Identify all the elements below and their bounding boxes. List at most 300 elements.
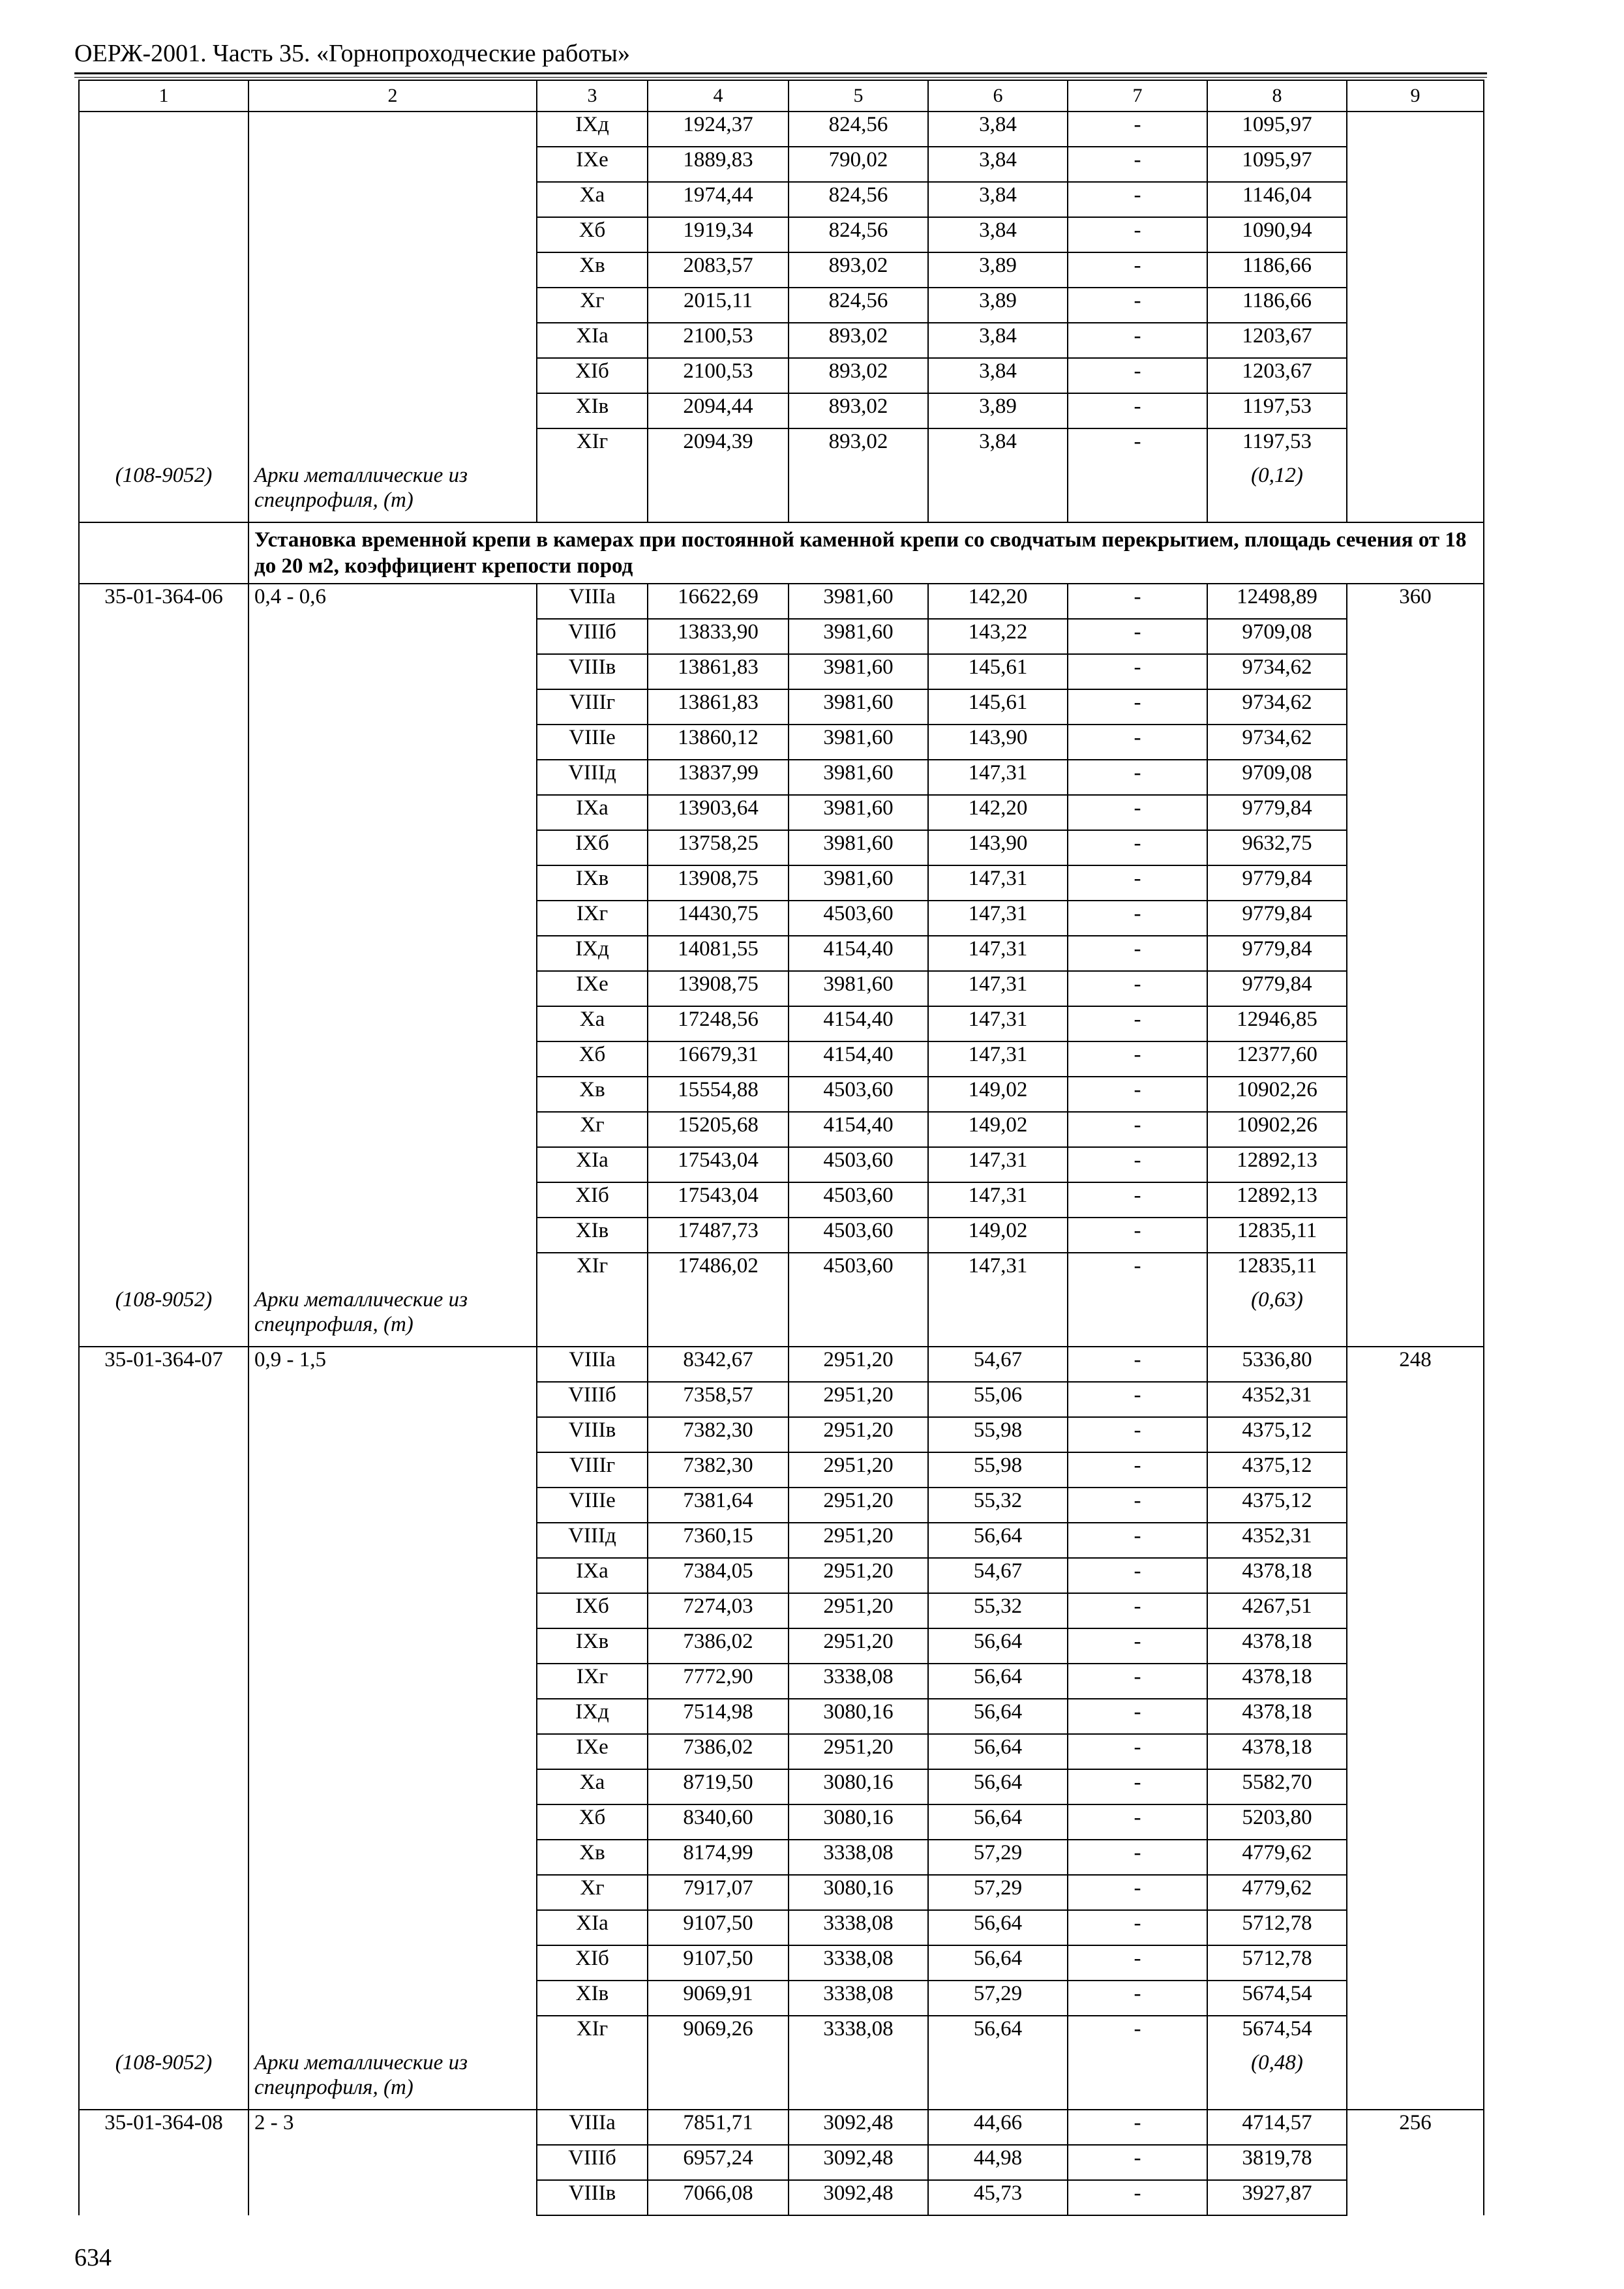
value-cell: 7360,15 — [648, 1523, 789, 1558]
value-cell: 4779,62 — [1207, 1840, 1347, 1875]
value-cell: 3981,60 — [789, 971, 928, 1006]
hardness-cell — [248, 1734, 537, 1769]
value-cell: IXа — [537, 795, 648, 830]
norm-code-cell — [79, 1523, 248, 1558]
cost-cell — [1347, 1945, 1484, 1981]
value-cell: - — [1068, 323, 1207, 358]
value-cell: 12498,89 — [1207, 584, 1347, 619]
value-cell: 1919,34 — [648, 217, 789, 252]
cost-cell: 360 — [1347, 584, 1484, 619]
value-cell: 145,61 — [928, 654, 1068, 689]
value-cell: - — [1068, 865, 1207, 901]
table-row — [79, 1182, 1484, 1218]
norm-code-cell — [79, 725, 248, 760]
value-cell: - — [1068, 1734, 1207, 1769]
resource-empty-cell — [1347, 2050, 1484, 2110]
value-cell: 3981,60 — [789, 619, 928, 654]
value-cell: 1203,67 — [1207, 358, 1347, 393]
table-row — [79, 1804, 1484, 1840]
value-cell: 147,31 — [928, 936, 1068, 971]
resource-empty-cell — [648, 463, 789, 522]
hardness-cell — [248, 971, 537, 1006]
value-cell: Xг — [537, 1875, 648, 1910]
value-cell: - — [1068, 147, 1207, 182]
value-cell: - — [1068, 2145, 1207, 2180]
table-row — [79, 1699, 1484, 1734]
hardness-cell — [248, 1147, 537, 1182]
value-cell: IXд — [537, 112, 648, 147]
norm-code-cell — [79, 1981, 248, 2016]
norm-code-cell — [79, 971, 248, 1006]
table-row — [79, 1006, 1484, 1041]
table-row — [79, 1840, 1484, 1875]
norm-code-cell — [79, 2145, 248, 2180]
resource-value: (0,48) — [1207, 2050, 1347, 2110]
value-cell: 3981,60 — [789, 865, 928, 901]
value-cell: 10902,26 — [1207, 1077, 1347, 1112]
table-row — [79, 1112, 1484, 1147]
table-row — [79, 865, 1484, 901]
value-cell: 1889,83 — [648, 147, 789, 182]
value-cell: 7386,02 — [648, 1734, 789, 1769]
value-cell: 4154,40 — [789, 1112, 928, 1147]
value-cell: 4352,31 — [1207, 1523, 1347, 1558]
value-cell: XIа — [537, 323, 648, 358]
value-cell: 1186,66 — [1207, 252, 1347, 288]
value-cell: 3819,78 — [1207, 2145, 1347, 2180]
value-cell: 12835,11 — [1207, 1253, 1347, 1287]
hardness-cell — [248, 1840, 537, 1875]
resource-code: (108-9052) — [79, 2050, 248, 2110]
norm-code-cell — [79, 1182, 248, 1218]
value-cell: XIб — [537, 1945, 648, 1981]
value-cell: 13860,12 — [648, 725, 789, 760]
value-cell: 56,64 — [928, 1734, 1068, 1769]
value-cell: 16622,69 — [648, 584, 789, 619]
value-cell: 147,31 — [928, 865, 1068, 901]
value-cell: 16679,31 — [648, 1041, 789, 1077]
norm-code-cell — [79, 1769, 248, 1804]
cost-cell — [1347, 1840, 1484, 1875]
value-cell: 13903,64 — [648, 795, 789, 830]
hardness-cell — [248, 1769, 537, 1804]
value-cell: 8174,99 — [648, 1840, 789, 1875]
cost-cell — [1347, 323, 1484, 358]
value-cell: 147,31 — [928, 1147, 1068, 1182]
value-cell: XIв — [537, 1981, 648, 2016]
table-row — [79, 1382, 1484, 1417]
value-cell: XIб — [537, 1182, 648, 1218]
value-cell: 2951,20 — [789, 1593, 928, 1628]
norm-code-cell — [79, 1112, 248, 1147]
value-cell: 15554,88 — [648, 1077, 789, 1112]
value-cell: 9734,62 — [1207, 725, 1347, 760]
value-cell: - — [1068, 217, 1207, 252]
value-cell: 7384,05 — [648, 1558, 789, 1593]
value-cell: 147,31 — [928, 760, 1068, 795]
value-cell: VIIIд — [537, 760, 648, 795]
value-cell: 14430,75 — [648, 901, 789, 936]
norm-code-cell — [79, 1218, 248, 1253]
value-cell: 44,66 — [928, 2110, 1068, 2145]
norm-code-cell — [79, 1382, 248, 1417]
value-cell: 4375,12 — [1207, 1417, 1347, 1452]
value-cell: XIг — [537, 2016, 648, 2050]
column-number-cell: 9 — [1347, 80, 1484, 112]
value-cell: 3,84 — [928, 428, 1068, 463]
value-cell: 3,84 — [928, 182, 1068, 217]
value-cell: 44,98 — [928, 2145, 1068, 2180]
table-row — [79, 1417, 1484, 1452]
value-cell: 14081,55 — [648, 936, 789, 971]
value-cell: Xа — [537, 1769, 648, 1804]
hardness-cell — [248, 1628, 537, 1664]
table-row — [79, 2016, 1484, 2050]
cost-cell — [1347, 1112, 1484, 1147]
value-cell: 3981,60 — [789, 584, 928, 619]
value-cell: 7381,64 — [648, 1488, 789, 1523]
norm-code-cell — [79, 1253, 248, 1287]
table-row — [79, 1218, 1484, 1253]
value-cell: 824,56 — [789, 182, 928, 217]
value-cell: 143,90 — [928, 725, 1068, 760]
cost-cell — [1347, 2145, 1484, 2180]
norm-code-cell — [79, 1840, 248, 1875]
norm-code-cell — [79, 147, 248, 182]
cost-cell — [1347, 865, 1484, 901]
value-cell: 1197,53 — [1207, 393, 1347, 428]
value-cell: 3338,08 — [789, 1664, 928, 1699]
table-row — [79, 689, 1484, 725]
resource-row — [79, 1287, 1484, 1347]
value-cell: VIIIа — [537, 2110, 648, 2145]
value-cell: 790,02 — [789, 147, 928, 182]
value-cell: VIIIв — [537, 2180, 648, 2215]
table-row — [79, 1253, 1484, 1287]
norm-code-cell: 35-01-364-06 — [79, 584, 248, 619]
resource-empty-cell — [1068, 2050, 1207, 2110]
cost-cell — [1347, 393, 1484, 428]
value-cell: 3,84 — [928, 358, 1068, 393]
value-cell: 3981,60 — [789, 760, 928, 795]
cost-cell — [1347, 1628, 1484, 1664]
value-cell: 4503,60 — [789, 1253, 928, 1287]
resource-empty-cell — [928, 463, 1068, 522]
value-cell: 147,31 — [928, 1041, 1068, 1077]
value-cell: VIIIе — [537, 725, 648, 760]
value-cell: VIIIв — [537, 1417, 648, 1452]
hardness-cell — [248, 2016, 537, 2050]
table-row — [79, 1147, 1484, 1182]
hardness-cell — [248, 1699, 537, 1734]
value-cell: - — [1068, 654, 1207, 689]
norm-code-cell — [79, 1945, 248, 1981]
resource-empty-cell — [537, 2050, 648, 2110]
value-cell: - — [1068, 760, 1207, 795]
value-cell: 2100,53 — [648, 323, 789, 358]
hardness-cell — [248, 725, 537, 760]
value-cell: 2094,44 — [648, 393, 789, 428]
value-cell: 13908,75 — [648, 971, 789, 1006]
value-cell: 3338,08 — [789, 1981, 928, 2016]
value-cell: VIIIб — [537, 2145, 648, 2180]
value-cell: 3080,16 — [789, 1875, 928, 1910]
value-cell: VIIIб — [537, 619, 648, 654]
value-cell: 1197,53 — [1207, 428, 1347, 463]
value-cell: 145,61 — [928, 689, 1068, 725]
value-cell: 1095,97 — [1207, 112, 1347, 147]
hardness-cell — [248, 217, 537, 252]
hardness-cell — [248, 358, 537, 393]
value-cell: 2951,20 — [789, 1417, 928, 1452]
value-cell: 3981,60 — [789, 689, 928, 725]
value-cell: IXе — [537, 971, 648, 1006]
hardness-cell — [248, 1804, 537, 1840]
value-cell: IXг — [537, 1664, 648, 1699]
table-row — [79, 1664, 1484, 1699]
value-cell: 8340,60 — [648, 1804, 789, 1840]
page-header: ОЕРЖ-2001. Часть 35. «Горнопроходческие работы» — [74, 40, 630, 67]
hardness-cell — [248, 901, 537, 936]
value-cell: 56,64 — [928, 1945, 1068, 1981]
table-row — [79, 619, 1484, 654]
value-cell: 147,31 — [928, 1253, 1068, 1287]
resource-value: (0,12) — [1207, 463, 1347, 522]
hardness-cell — [248, 760, 537, 795]
value-cell: IXв — [537, 865, 648, 901]
norm-code-cell — [79, 689, 248, 725]
value-cell: 13861,83 — [648, 689, 789, 725]
table-row — [79, 217, 1484, 252]
value-cell: VIIIг — [537, 689, 648, 725]
cost-cell — [1347, 1041, 1484, 1077]
value-cell: - — [1068, 1593, 1207, 1628]
table-row — [79, 1981, 1484, 2016]
value-cell: 9779,84 — [1207, 865, 1347, 901]
value-cell: 4375,12 — [1207, 1452, 1347, 1488]
value-cell: 2951,20 — [789, 1452, 928, 1488]
value-cell: IXв — [537, 1628, 648, 1664]
value-cell: Xа — [537, 1006, 648, 1041]
value-cell: - — [1068, 1523, 1207, 1558]
value-cell: 9779,84 — [1207, 971, 1347, 1006]
value-cell: 2951,20 — [789, 1347, 928, 1382]
norm-code-cell — [79, 1875, 248, 1910]
value-cell: - — [1068, 1347, 1207, 1382]
cost-cell — [1347, 1182, 1484, 1218]
value-cell: 5582,70 — [1207, 1769, 1347, 1804]
table-row — [79, 182, 1484, 217]
value-cell: VIIIе — [537, 1488, 648, 1523]
table-row — [79, 1910, 1484, 1945]
table-row — [79, 1875, 1484, 1910]
value-cell: 7274,03 — [648, 1593, 789, 1628]
value-cell: - — [1068, 1382, 1207, 1417]
cost-cell — [1347, 619, 1484, 654]
norm-code-cell — [79, 1417, 248, 1452]
value-cell: - — [1068, 901, 1207, 936]
norm-code-cell — [79, 1699, 248, 1734]
value-cell: - — [1068, 288, 1207, 323]
column-number-cell: 2 — [248, 80, 537, 112]
norm-code-cell — [79, 1558, 248, 1593]
column-number-cell: 8 — [1207, 80, 1347, 112]
norm-code-cell — [79, 1077, 248, 1112]
value-cell: 12377,60 — [1207, 1041, 1347, 1077]
hardness-cell — [248, 1218, 537, 1253]
value-cell: 824,56 — [789, 217, 928, 252]
cost-cell: 256 — [1347, 2110, 1484, 2145]
value-cell: - — [1068, 2016, 1207, 2050]
norm-code-cell: 35-01-364-08 — [79, 2110, 248, 2145]
resource-empty-cell — [789, 2050, 928, 2110]
table-row — [79, 393, 1484, 428]
value-cell: IXа — [537, 1558, 648, 1593]
value-cell: 2015,11 — [648, 288, 789, 323]
value-cell: IXе — [537, 147, 648, 182]
value-cell: 13861,83 — [648, 654, 789, 689]
value-cell: 7851,71 — [648, 2110, 789, 2145]
cost-cell — [1347, 1981, 1484, 2016]
value-cell: IXд — [537, 936, 648, 971]
value-cell: 147,31 — [928, 1006, 1068, 1041]
value-cell: 3092,48 — [789, 2145, 928, 2180]
value-cell: 893,02 — [789, 323, 928, 358]
table-row — [79, 1734, 1484, 1769]
norm-code-cell — [79, 901, 248, 936]
column-number-cell: 3 — [537, 80, 648, 112]
value-cell: 2100,53 — [648, 358, 789, 393]
value-cell: - — [1068, 1218, 1207, 1253]
value-cell: 149,02 — [928, 1112, 1068, 1147]
column-number-cell: 5 — [789, 80, 928, 112]
value-cell: 3092,48 — [789, 2110, 928, 2145]
cost-cell — [1347, 182, 1484, 217]
value-cell: - — [1068, 182, 1207, 217]
cost-cell: 248 — [1347, 1347, 1484, 1382]
resource-empty-cell — [1347, 1287, 1484, 1347]
table-row — [79, 1452, 1484, 1488]
cost-cell — [1347, 1253, 1484, 1287]
value-cell: 147,31 — [928, 1182, 1068, 1218]
value-cell: - — [1068, 689, 1207, 725]
hardness-cell — [248, 1417, 537, 1452]
norm-code-cell — [79, 252, 248, 288]
hardness-cell — [248, 1910, 537, 1945]
value-cell: 3981,60 — [789, 795, 928, 830]
value-cell: 7514,98 — [648, 1699, 789, 1734]
value-cell: 5712,78 — [1207, 1945, 1347, 1981]
value-cell: 3981,60 — [789, 654, 928, 689]
value-cell: IXд — [537, 1699, 648, 1734]
norm-code-cell — [79, 865, 248, 901]
cost-cell — [1347, 1417, 1484, 1452]
norm-code-cell — [79, 1452, 248, 1488]
value-cell: 7382,30 — [648, 1452, 789, 1488]
value-cell: 3,89 — [928, 288, 1068, 323]
hardness-cell — [248, 252, 537, 288]
table-row — [79, 323, 1484, 358]
table-row — [79, 654, 1484, 689]
hardness-cell: 0,9 - 1,5 — [248, 1347, 537, 1382]
value-cell: 56,64 — [928, 1769, 1068, 1804]
value-cell: 55,32 — [928, 1593, 1068, 1628]
cost-cell — [1347, 288, 1484, 323]
value-cell: VIIIд — [537, 1523, 648, 1558]
value-cell: - — [1068, 1253, 1207, 1287]
value-cell: 2951,20 — [789, 1523, 928, 1558]
value-cell: 17543,04 — [648, 1182, 789, 1218]
value-cell: IXг — [537, 901, 648, 936]
value-cell: - — [1068, 1077, 1207, 1112]
cost-cell — [1347, 217, 1484, 252]
value-cell: - — [1068, 252, 1207, 288]
value-cell: - — [1068, 1112, 1207, 1147]
value-cell: 1203,67 — [1207, 323, 1347, 358]
cost-cell — [1347, 1734, 1484, 1769]
value-cell: 6957,24 — [648, 2145, 789, 2180]
value-cell: 57,29 — [928, 1875, 1068, 1910]
table-row — [79, 584, 1484, 619]
value-cell: 15205,68 — [648, 1112, 789, 1147]
hardness-cell — [248, 795, 537, 830]
value-cell: 17543,04 — [648, 1147, 789, 1182]
hardness-cell — [248, 1006, 537, 1041]
table-row — [79, 830, 1484, 865]
norm-code-cell — [79, 936, 248, 971]
cost-cell — [1347, 901, 1484, 936]
cost-cell — [1347, 689, 1484, 725]
table-row — [79, 252, 1484, 288]
value-cell: 13908,75 — [648, 865, 789, 901]
value-cell: 4378,18 — [1207, 1699, 1347, 1734]
column-number-cell: 4 — [648, 80, 789, 112]
value-cell: 824,56 — [789, 112, 928, 147]
value-cell: 2083,57 — [648, 252, 789, 288]
value-cell: Xг — [537, 1112, 648, 1147]
value-cell: 3927,87 — [1207, 2180, 1347, 2215]
norm-code-cell — [79, 112, 248, 147]
value-cell: - — [1068, 393, 1207, 428]
value-cell: - — [1068, 1488, 1207, 1523]
value-cell: 9734,62 — [1207, 654, 1347, 689]
hardness-cell — [248, 1182, 537, 1218]
resource-empty-cell — [928, 2050, 1068, 2110]
value-cell: 4378,18 — [1207, 1558, 1347, 1593]
table-row — [79, 1769, 1484, 1804]
value-cell: 7386,02 — [648, 1628, 789, 1664]
value-cell: 45,73 — [928, 2180, 1068, 2215]
value-cell: 9107,50 — [648, 1945, 789, 1981]
value-cell: VIIIа — [537, 1347, 648, 1382]
value-cell: 56,64 — [928, 1699, 1068, 1734]
value-cell: 9779,84 — [1207, 936, 1347, 971]
value-cell: 54,67 — [928, 1558, 1068, 1593]
section-title-blank — [79, 522, 248, 584]
cost-cell — [1347, 971, 1484, 1006]
table-row — [79, 2180, 1484, 2215]
value-cell: XIа — [537, 1147, 648, 1182]
value-cell: 5674,54 — [1207, 1981, 1347, 2016]
resource-empty-cell — [1347, 463, 1484, 522]
resource-empty-cell — [789, 463, 928, 522]
column-number-cell: 1 — [79, 80, 248, 112]
table-row — [79, 1523, 1484, 1558]
value-cell: VIIIа — [537, 584, 648, 619]
hardness-cell — [248, 936, 537, 971]
table-row — [79, 795, 1484, 830]
norm-code-cell — [79, 1006, 248, 1041]
